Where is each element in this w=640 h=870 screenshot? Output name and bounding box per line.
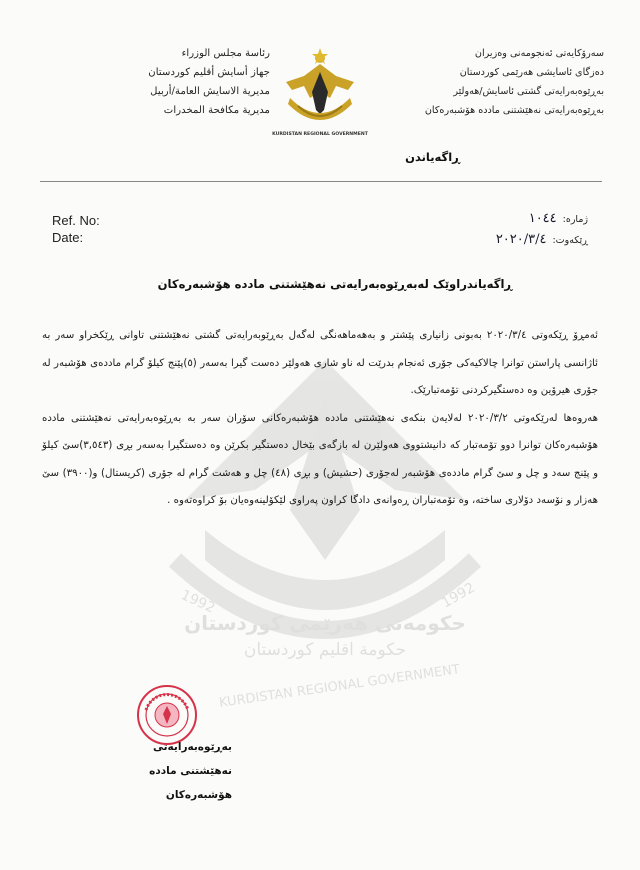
signature-block (92, 735, 232, 807)
ref-date-row (368, 230, 588, 251)
header-kurdish (374, 44, 604, 120)
header-arabic-line: مديرية الاسايش العامة/أربيل (150, 86, 270, 97)
header-arabic-line: جهاز أسايش أقليم كوردستان (148, 67, 270, 78)
header-kurdish-line: بەڕێوەبەرایەتی نەهێشتنی ماددە هۆشبەرەکان (424, 105, 604, 116)
header-arabic-line: مديرية مكافحة المخدرات (163, 105, 270, 116)
header-arabic-line: رئاسة مجلس الوزراء (181, 48, 270, 59)
watermark-english: KURDISTAN REGIONAL GOVERNMENT (218, 662, 461, 711)
ref-number-row (368, 209, 588, 230)
signature-line-1: بەڕێوەبەرایەتی (152, 741, 232, 753)
header-arabic (40, 44, 270, 120)
logo-caption: KURDISTAN REGIONAL GOVERNMENT (272, 132, 368, 137)
watermark-year-right: 1992 (439, 579, 478, 612)
header-kurdish-line: دەزگای ئاسایشی هەرێمی کوردستان (459, 67, 604, 78)
document-body (42, 322, 598, 515)
signature-line-2: نەهێشتنی ماددە هۆشبەرەکان (149, 765, 232, 801)
header-divider (40, 181, 602, 182)
date-label-kurdish: ڕێکەوت: (552, 235, 588, 246)
body-paragraph-1: ئەمڕۆ ڕێکەوتی ٢٠٢٠/٣/٤ بەبونی زانیاری پێشتر و بەهەماهەنگی لەگەل بەڕێوبەرایەتی گشتی نەهێشتنی تاوانی ڕێکخراو سەر بە ئاژانسی پاراستن توانرا چالاکیەکی جۆری ئەنجام بدرێت لە ناو شاری هەولێر دەست گیرا بەسەر (٥)پێنج کیلۆ گرام ماددەی هۆشبەر لە جۆری هیرۆین وە دەستگیرکردنی تۆمەتبارێک. (42, 330, 598, 396)
number-value: ١٠٤٤ (528, 211, 557, 226)
header-kurdish-line: بەڕێوەبەرایەتی گشتی ئاسایش/هەولێر (453, 86, 604, 97)
ref-labels-english (52, 212, 100, 246)
watermark-year-left: 1992 (178, 587, 218, 617)
document-title: ڕاگەیاندراوێک لەبەڕێوەبەرایەتی نەهێشتنی ماددە هۆشبەرەکان (157, 277, 513, 291)
number-label: ژمارە: (562, 214, 588, 225)
date-value: ٢٠٢٠/٣/٤ (495, 232, 547, 247)
ref-no-label: Ref. No: (52, 213, 100, 228)
ref-labels-kurdish (368, 209, 588, 251)
announcement-label: ڕاگەیاندن (405, 150, 460, 164)
body-paragraph-2: هەروەها لەرێکەوتی ٢٠٢٠/٣/٢ لەلایەن بنکەی نەهێشتنی ماددە هۆشبەرەکانی سۆران سەر بە بەڕێوەبەرایەتی نەهێشتنی ماددە هۆشبەرەکان توانرا دوو تۆمەتبار کە دانیشتووی هەولێرن لە بازگەی بێخال دەستگیر بکرێن وە دەستگیرا بەسەر بڕی (٣,٥٤٣)سێ کیلۆ و پێنج سەد و چل و سێ گرام ماددەی هۆشبەر لەجۆری (حشیش) و بڕی (٤٨) چل و هەشت گرام لە جۆری (کریستال) و(٣٩٠٠) سێ هەزار و نۆسەد دۆلاری ساختە، وە تۆمەتباران ڕەوانەی دادگا کراون پەراوی لێکۆلینەوەیان بۆ کراوەتەوە . (42, 412, 599, 506)
header-kurdish-line: سەرۆکایەتی ئەنجومەنی وەزیران (474, 48, 604, 59)
date-label: Date: (52, 230, 84, 245)
krg-logo (272, 42, 368, 138)
watermark-arabic: حكومة اقليم كوردستان (243, 640, 407, 660)
watermark-kurdish: حکومەتی هەرێمی کوردستان (184, 611, 466, 635)
